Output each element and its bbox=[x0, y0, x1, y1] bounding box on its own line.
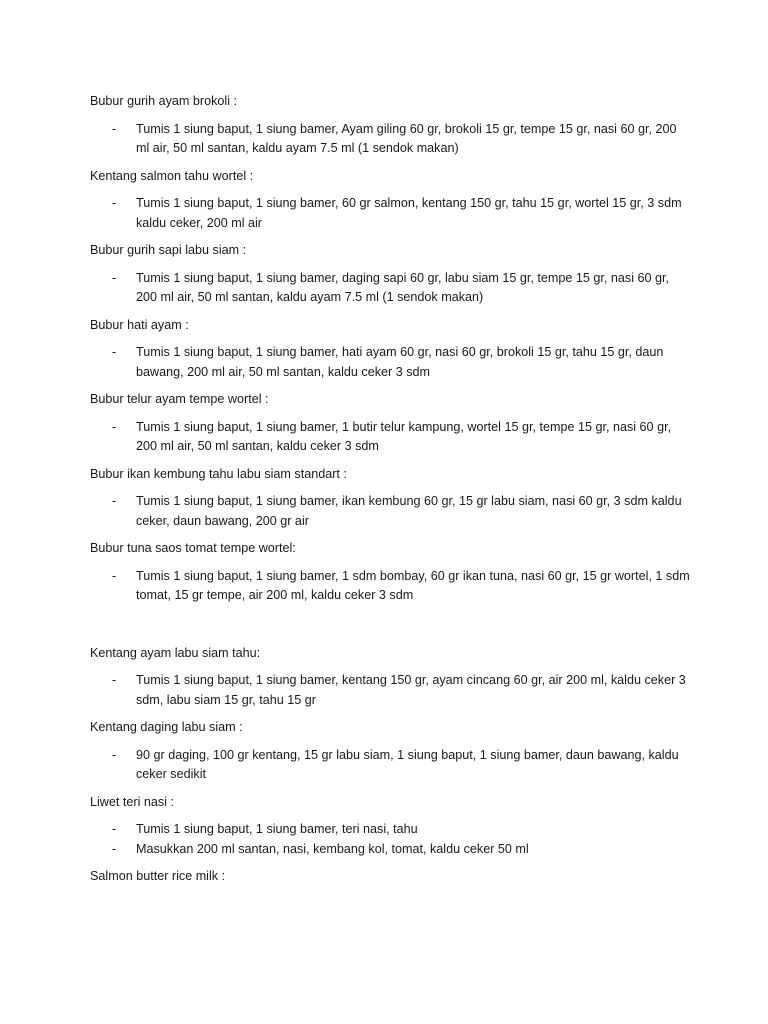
ingredient-text: 90 gr daging, 100 gr kentang, 15 gr labu siam, 1 siung baput, 1 siung bamer, daun bawang, kaldu ceker sedikit bbox=[136, 747, 679, 781]
blank-line bbox=[90, 614, 690, 644]
recipe-heading: Kentang ayam labu siam tahu: bbox=[90, 645, 261, 660]
recipe-heading: Kentang salmon tahu wortel : bbox=[90, 168, 254, 183]
recipe-section bbox=[90, 867, 690, 887]
ingredient-list bbox=[90, 343, 690, 382]
ingredient-list bbox=[90, 567, 690, 606]
recipe-heading: Bubur gurih sapi labu siam : bbox=[90, 243, 247, 257]
recipe-section bbox=[90, 465, 690, 532]
recipe-heading: Bubur hati ayam : bbox=[90, 317, 189, 332]
ingredient-text: Tumis 1 siung baput, 1 siung bamer, 1 butir telur kampung, wortel 15 gr, tempe 15 gr, nasi 60 gr, 200 ml air, 50 ml santan, kaldu ceker 3 sdm bbox=[136, 419, 672, 453]
recipe-section bbox=[90, 793, 690, 860]
recipe-heading: Kentang daging labu siam : bbox=[90, 720, 243, 734]
recipe-heading: Liwet teri nasi : bbox=[90, 794, 174, 809]
ingredient-item bbox=[90, 418, 690, 457]
bullet-dash: - bbox=[112, 196, 117, 210]
ingredient-text: Tumis 1 siung baput, 1 siung bamer, teri nasi, tahu bbox=[136, 822, 418, 836]
ingredient-item bbox=[90, 120, 690, 159]
recipe-section bbox=[90, 644, 690, 711]
bullet-dash: - bbox=[112, 121, 117, 136]
bullet-dash: - bbox=[112, 841, 117, 856]
ingredient-list bbox=[90, 120, 690, 159]
bullet-dash: - bbox=[112, 568, 117, 583]
bullet-dash: - bbox=[112, 494, 117, 508]
bullet-dash: - bbox=[112, 345, 117, 359]
document-content bbox=[90, 92, 690, 895]
ingredient-text: Tumis 1 siung baput, 1 siung bamer, kentang 150 gr, ayam cincang 60 gr, air 200 ml, kaldu ceker 3 sdm, labu siam 15 gr, tahu 15 gr bbox=[136, 673, 686, 707]
ingredient-list bbox=[90, 492, 690, 531]
recipe-heading: Salmon butter rice milk : bbox=[90, 869, 226, 883]
bullet-dash: - bbox=[112, 673, 117, 687]
ingredient-list bbox=[90, 269, 690, 308]
ingredient-list bbox=[90, 671, 690, 710]
ingredient-list bbox=[90, 418, 690, 457]
recipe-section bbox=[90, 241, 690, 308]
ingredient-item bbox=[90, 194, 690, 233]
bullet-dash: - bbox=[112, 822, 117, 836]
recipe-heading: Bubur telur ayam tempe wortel : bbox=[90, 392, 269, 406]
recipe-section bbox=[90, 718, 690, 785]
ingredient-list bbox=[90, 194, 690, 233]
ingredient-text: Tumis 1 siung baput, 1 siung bamer, ikan kembung 60 gr, 15 gr labu siam, nasi 60 gr, 3 sdm kaldu ceker, daun bawang, 200 gr air bbox=[136, 494, 682, 528]
ingredient-list bbox=[90, 820, 690, 859]
recipe-heading: Bubur tuna saos tomat tempe wortel: bbox=[90, 541, 296, 555]
recipe-heading: Bubur ikan kembung tahu labu siam standart : bbox=[90, 466, 347, 481]
ingredient-text: Masukkan 200 ml santan, nasi, kembang kol, tomat, kaldu ceker 50 ml bbox=[136, 841, 529, 856]
ingredient-text: Tumis 1 siung baput, 1 siung bamer, Ayam giling 60 gr, brokoli 15 gr, tempe 15 gr, nasi 60 gr, 200 ml air, 50 ml santan, kaldu ayam 7.5 ml (1 sendok makan) bbox=[136, 121, 677, 155]
ingredient-item bbox=[90, 840, 690, 860]
recipe-heading: Bubur gurih ayam brokoli : bbox=[90, 94, 237, 108]
ingredient-text: Tumis 1 siung baput, 1 siung bamer, daging sapi 60 gr, labu siam 15 gr, tempe 15 gr, nasi 60 gr, 200 ml air, 50 ml santan, kaldu ayam 7.5 ml (1 sendok makan) bbox=[136, 270, 669, 304]
bullet-dash: - bbox=[112, 270, 117, 285]
recipe-section bbox=[90, 316, 690, 383]
recipe-section bbox=[90, 390, 690, 457]
recipe-section bbox=[90, 539, 690, 606]
bullet-dash: - bbox=[112, 747, 117, 762]
ingredient-item bbox=[90, 746, 690, 785]
ingredient-item bbox=[90, 820, 690, 840]
bullet-dash: - bbox=[112, 419, 117, 434]
recipe-section bbox=[90, 167, 690, 234]
ingredient-text: Tumis 1 siung baput, 1 siung bamer, 60 gr salmon, kentang 150 gr, tahu 15 gr, wortel 15 gr, 3 sdm kaldu ceker, 200 ml air bbox=[136, 196, 682, 230]
ingredient-text: Tumis 1 siung baput, 1 siung bamer, 1 sdm bombay, 60 gr ikan tuna, nasi 60 gr, 15 gr wortel, 1 sdm tomat, 15 gr tempe, air 200 ml, kaldu ceker 3 sdm bbox=[136, 568, 690, 602]
ingredient-item bbox=[90, 671, 690, 710]
ingredient-item bbox=[90, 343, 690, 382]
ingredient-item bbox=[90, 567, 690, 606]
ingredient-item bbox=[90, 492, 690, 531]
ingredient-text: Tumis 1 siung baput, 1 siung bamer, hati ayam 60 gr, nasi 60 gr, brokoli 15 gr, tahu 15 gr, daun bawang, 200 ml air, 50 ml santan, kaldu ceker 3 sdm bbox=[136, 345, 664, 379]
ingredient-list bbox=[90, 746, 690, 785]
ingredient-item bbox=[90, 269, 690, 308]
recipe-section bbox=[90, 92, 690, 159]
